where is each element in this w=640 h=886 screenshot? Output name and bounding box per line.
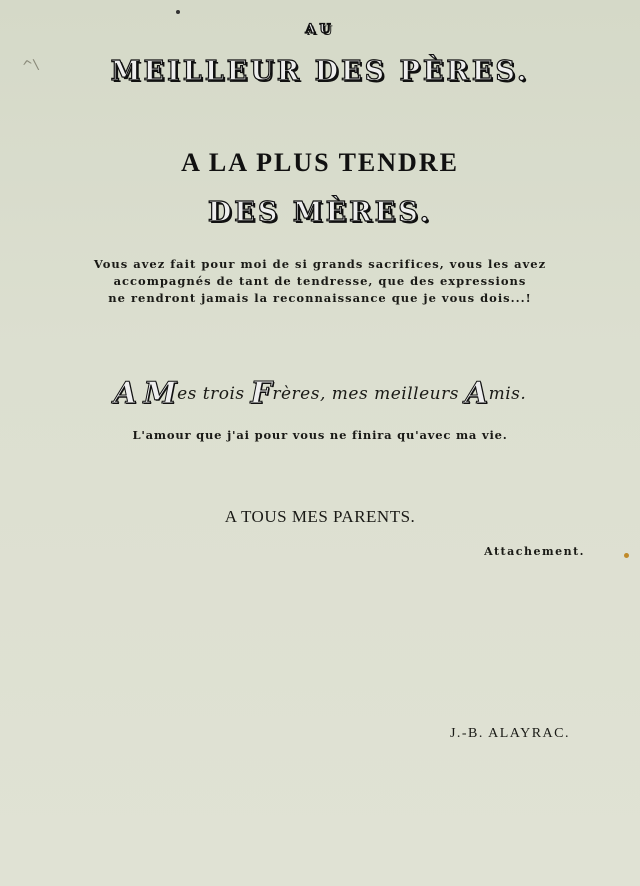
dedication-parents: A TOUS MES PARENTS.: [224, 507, 416, 526]
ornate-capital: A: [464, 376, 489, 411]
dedication-mothers: DES MÈRES.: [207, 197, 433, 228]
love-statement: L'amour que j'ai pour vous ne finira qu'avec ma vie.: [132, 428, 508, 442]
dedication-father: MEILLEUR DES PÈRES.: [110, 56, 530, 87]
dedication-mother-heading: A LA PLUS TENDRE: [181, 148, 459, 177]
brothers-text: mis.: [488, 384, 527, 404]
ornate-capital: A: [113, 376, 138, 411]
margin-pencil-mark: ^\: [20, 56, 40, 76]
ornate-capital: F: [250, 376, 273, 411]
attachment-note: Attachement.: [484, 545, 585, 558]
author-signature: J.-B. ALAYRAC.: [449, 726, 570, 741]
dedication-brothers: [0, 376, 640, 411]
dedication-line: Vous avez fait pour moi de si grands sacrifices, vous les avez: [93, 257, 547, 271]
dedication-au: AU: [305, 22, 335, 37]
brothers-text: es trois: [177, 384, 251, 404]
dedication-paragraph: [0, 256, 640, 307]
dedication-line: accompagnés de tant de tendresse, que des expressions: [113, 274, 527, 288]
ornate-capital: M: [143, 376, 178, 411]
ink-speck: [176, 10, 180, 14]
ink-speck: [624, 553, 629, 558]
dedication-line: ne rendront jamais la reconnaissance que je vous dois...!: [108, 291, 532, 305]
brothers-text: rères, mes meilleurs: [272, 384, 465, 404]
